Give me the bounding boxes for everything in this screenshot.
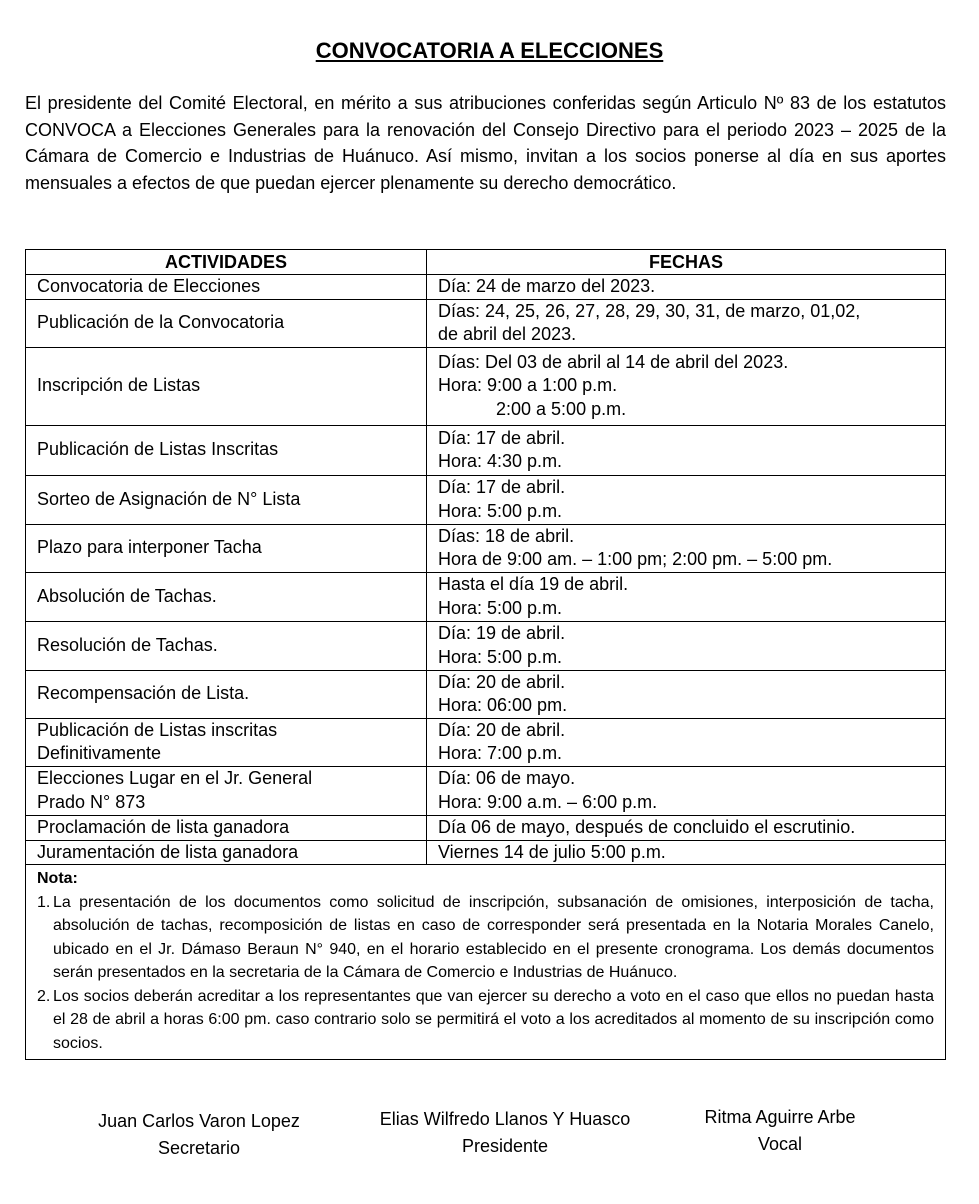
activity-text: Publicación de la Convocatoria: [37, 312, 285, 333]
nota-item-number: 2.: [37, 987, 51, 1005]
table-row: [26, 347, 946, 425]
date-text: Viernes 14 de julio 5:00 p.m.: [438, 841, 666, 862]
date-text: Hora: 5:00 p.m.: [438, 500, 563, 521]
signature-secretario: [60, 1108, 338, 1162]
document-title: CONVOCATORIA A ELECCIONES: [315, 38, 664, 63]
nota-title: Nota:: [37, 870, 78, 887]
activity-cell: [26, 275, 427, 300]
table-row: [26, 840, 946, 865]
table-row: [26, 524, 946, 572]
date-cell: [427, 275, 946, 300]
activity-cell: [26, 425, 427, 475]
signature-presidente: [345, 1106, 665, 1160]
date-text: Hora: 9:00 a 1:00 p.m.: [438, 375, 618, 396]
date-cell: [427, 670, 946, 718]
table-row: [26, 670, 946, 718]
date-text: Hora de 9:00 am. – 1:00 pm; 2:00 pm. – 5:00 pm.: [438, 549, 833, 569]
table-header-row: [26, 250, 946, 275]
table-row: [26, 425, 946, 475]
date-text: Día: 06 de mayo.: [438, 768, 576, 788]
date-text: Hora: 9:00 a.m. – 6:00 p.m.: [438, 791, 658, 812]
date-text: 2:00 a 5:00 p.m.: [496, 398, 627, 419]
nota-item-text: Los socios deberán acreditar a los representantes que van ejercer su derecho a voto en el caso que ellos no puedan hasta el 28 de abril a horas 6:00 pm. caso contrario solo se permitirá el voto a los acreditados al momento de su inscripción como socios.: [53, 987, 934, 1052]
header-fechas: FECHAS: [427, 250, 946, 275]
date-cell: [427, 621, 946, 670]
schedule-rows: [26, 275, 946, 865]
table-row: [26, 621, 946, 670]
activity-cell: [26, 621, 427, 670]
table-row: [26, 299, 946, 347]
activity-cell: [26, 840, 427, 865]
activity-text: Recompensación de Lista.: [37, 683, 250, 704]
activity-text: Absolución de Tachas.: [37, 585, 217, 606]
date-text: Días: 18 de abril.: [438, 525, 575, 546]
activity-text: Elecciones Lugar en el Jr. General: [37, 768, 313, 788]
table-row: [26, 475, 946, 524]
date-text: Días: 24, 25, 26, 27, 28, 29, 30, 31, de marzo, 01,02,: [438, 300, 861, 321]
nota-item: [37, 985, 934, 1056]
activity-text: Publicación de Listas Inscritas: [37, 439, 279, 460]
signature-name: Elias Wilfredo Llanos Y Huasco: [379, 1109, 631, 1129]
intro-paragraph: El presidente del Comité Electoral, en mérito a sus atribuciones conferidas según Articulo Nº 83 de los estatutos CONVOCA a Elecciones Generales para la renovación del Consejo Directivo para el periodo 2023 – 2025 de la Cámara de Comercio e Industrias de Huánuco. Así mismo, invitan a los socios ponerse al día en sus aportes mensuales a efectos de que puedan ejercer plenamente su derecho democrático.: [25, 93, 946, 193]
table-row: [26, 572, 946, 621]
activity-text: Prado N° 873: [37, 791, 146, 812]
table-row: [26, 275, 946, 300]
activity-cell: [26, 718, 427, 766]
date-text: Día: 17 de abril.: [438, 427, 566, 448]
date-cell: [427, 572, 946, 621]
header-actividades: ACTIVIDADES: [26, 250, 427, 275]
nota-row: [26, 865, 946, 1060]
signature-role: Vocal: [757, 1134, 803, 1154]
activity-cell: [26, 766, 427, 815]
activity-text: Definitivamente: [37, 743, 162, 763]
date-text: Hora: 7:00 p.m.: [438, 743, 563, 763]
date-cell: [427, 425, 946, 475]
activity-text: Plazo para interponer Tacha: [37, 537, 262, 558]
date-cell: [427, 766, 946, 815]
activity-cell: [26, 475, 427, 524]
table-row: [26, 766, 946, 815]
date-text: Hora: 5:00 p.m.: [438, 646, 563, 667]
nota-item-number: 1.: [37, 893, 51, 911]
date-text: Días: Del 03 de abril al 14 de abril del 2023.: [438, 351, 789, 372]
nota-item-text: La presentación de los documentos como solicitud de inscripción, subsanación de omisiones, interposición de tacha, absolución de tachas, recomposición de listas en caso de corresponder será presentada en la Notaria Morales Canelo, ubicado en el Jr. Dámaso Beraun N° 940, en el horario establecido en el presente cronograma. Los demás documentos serán presentados en la secretaria de la Cámara de Comercio e Industrias de Huánuco.: [53, 893, 934, 981]
nota-cell: [26, 865, 946, 1060]
date-text: Día: 17 de abril.: [438, 477, 566, 497]
nota-item: [37, 891, 934, 985]
activity-text: Proclamación de lista ganadora: [37, 816, 290, 837]
activity-text: Sorteo de Asignación de N° Lista: [37, 488, 301, 509]
signature-vocal: [670, 1104, 890, 1158]
date-text: Día: 24 de marzo del 2023.: [438, 276, 656, 296]
activity-text: Publicación de Listas inscritas: [37, 719, 278, 740]
date-text: Día: 20 de abril.: [438, 719, 566, 740]
date-cell: [427, 840, 946, 865]
date-cell: [427, 718, 946, 766]
date-text: Hasta el día 19 de abril.: [438, 574, 629, 594]
date-text: Día 06 de mayo, después de concluido el escrutinio.: [438, 816, 856, 837]
date-cell: [427, 299, 946, 347]
date-text: Hora: 5:00 p.m.: [438, 597, 563, 618]
activity-text: Juramentación de lista ganadora: [37, 841, 299, 862]
activity-text: Inscripción de Listas: [37, 375, 201, 396]
activity-cell: [26, 299, 427, 347]
table-row: [26, 815, 946, 840]
activity-cell: [26, 670, 427, 718]
date-cell: [427, 475, 946, 524]
date-text: Día: 19 de abril.: [438, 623, 566, 643]
activity-cell: [26, 524, 427, 572]
signature-name: Juan Carlos Varon Lopez: [98, 1111, 300, 1131]
activity-cell: [26, 347, 427, 425]
date-cell: [427, 815, 946, 840]
date-text: de abril del 2023.: [438, 324, 577, 344]
date-text: Día: 20 de abril.: [438, 671, 566, 692]
signature-role: Presidente: [461, 1136, 549, 1156]
signature-role: Secretario: [157, 1138, 241, 1158]
signature-name: Ritma Aguirre Arbe: [704, 1107, 856, 1127]
activity-text: Resolución de Tachas.: [37, 634, 218, 655]
date-cell: [427, 347, 946, 425]
schedule-table: [25, 249, 946, 1060]
table-row: [26, 718, 946, 766]
date-text: Hora: 4:30 p.m.: [438, 451, 563, 471]
activity-text: Convocatoria de Elecciones: [37, 276, 261, 296]
activity-cell: [26, 572, 427, 621]
date-cell: [427, 524, 946, 572]
date-text: Hora: 06:00 pm.: [438, 695, 568, 715]
activity-cell: [26, 815, 427, 840]
